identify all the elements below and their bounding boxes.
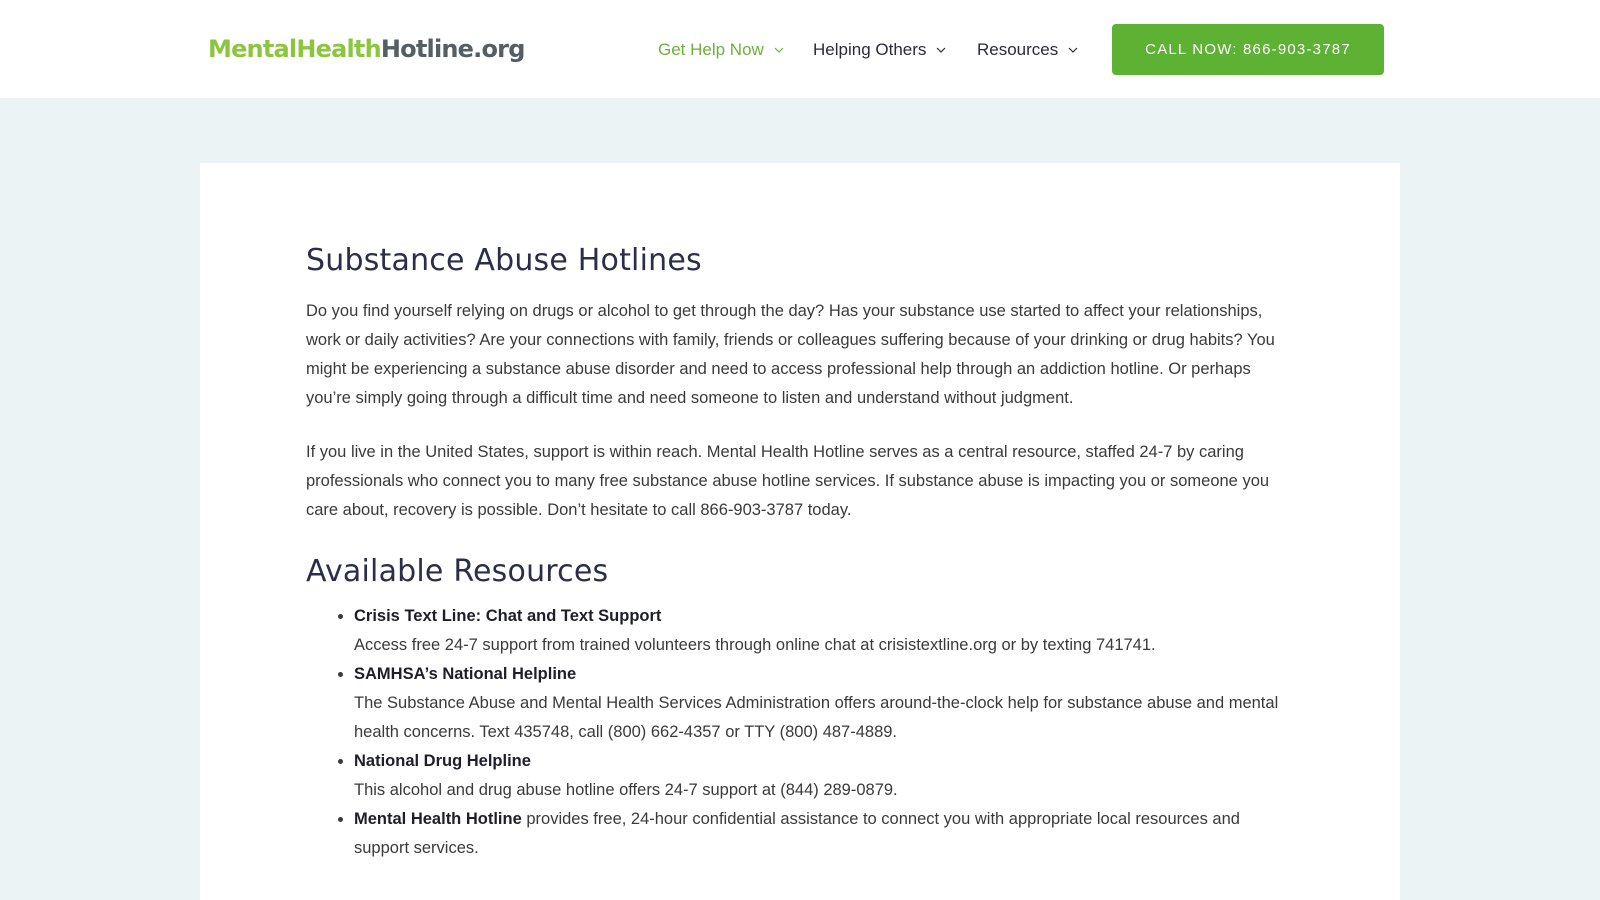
list-item (354, 805, 1286, 863)
logo-part-hotline: Hotline.org (380, 35, 525, 63)
list-item (354, 747, 1286, 805)
resource-description: provides free, 24-hour confidential assistance to connect you with appropriate local resources and support services. (354, 810, 1240, 857)
chevron-down-icon (773, 44, 785, 56)
nav-item-label: Resources (977, 40, 1059, 59)
call-now-button[interactable]: CALL NOW: 866-903-3787 (1112, 24, 1384, 75)
article-content (306, 241, 1286, 863)
chevron-down-icon (935, 44, 947, 56)
resource-description: The Substance Abuse and Mental Health Services Administration offers around-the-clock help for substance abuse and mental health concerns. Text 435748, call (800) 662-4357 or TTY (800) 487-4889. (354, 694, 1279, 741)
logo-part-mentalhealth: MentalHealth (208, 35, 381, 63)
nav-item-resources[interactable] (977, 36, 1079, 64)
chevron-down-icon (1067, 44, 1079, 56)
resource-title: Crisis Text Line: Chat and Text Support (354, 607, 662, 625)
list-item (354, 602, 1286, 660)
resources-list (306, 602, 1286, 863)
resource-title: Mental Health Hotline (354, 810, 522, 828)
resource-title: SAMHSA’s National Helpline (354, 665, 577, 683)
site-header (0, 0, 1600, 98)
resources-heading: Available Resources (306, 554, 609, 589)
list-item (354, 660, 1286, 747)
resource-description: Access free 24-7 support from trained volunteers through online chat at crisistextline.org or by texting 741741. (354, 636, 1156, 654)
resource-description: This alcohol and drug abuse hotline offers 24-7 support at (844) 289-0879. (354, 781, 898, 799)
resource-title: National Drug Helpline (354, 752, 531, 770)
intro-paragraph: Do you find yourself relying on drugs or alcohol to get through the day? Has your substance use started to affect your relationships, work or daily activities? Are your connections with family, friends or colleagues suffering because of your drinking or drug habits? You might be experiencing a substance abuse disorder and need to access professional help through an addiction hotline. Or perhaps you’re simply going through a difficult time and need someone to listen and understand without judgment. (306, 302, 1275, 407)
site-logo[interactable] (208, 31, 525, 67)
support-paragraph: If you live in the United States, support is within reach. Mental Health Hotline serves as a central resource, staffed 24-7 by caring professionals who connect you to many free substance abuse hotline services. If substance abuse is impacting you or someone you care about, recovery is possible. Don’t hesitate to call 866-903-3787 today. (306, 443, 1270, 519)
nav-item-label: Get Help Now (658, 40, 764, 59)
page-title: Substance Abuse Hotlines (306, 243, 702, 278)
nav-item-helping-others[interactable] (813, 36, 947, 64)
content-card (200, 163, 1400, 900)
nav-item-label: Helping Others (813, 40, 927, 59)
nav-item-get-help-now[interactable] (658, 36, 785, 64)
